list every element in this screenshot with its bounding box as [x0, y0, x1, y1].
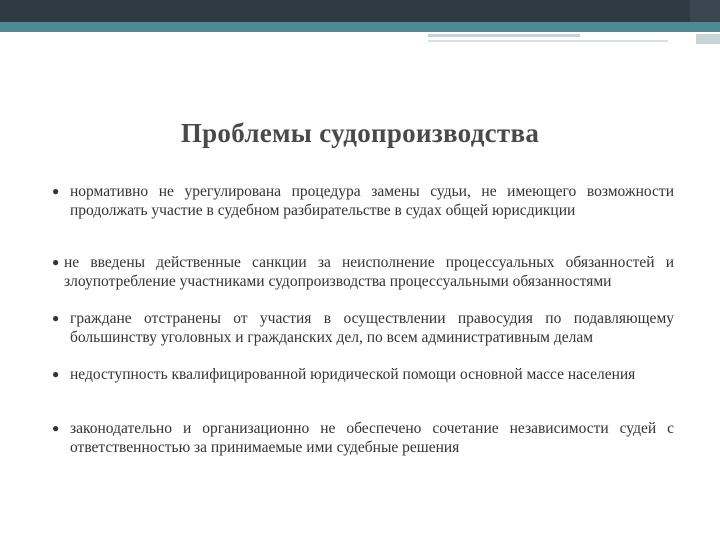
bullet-icon: ●: [52, 311, 60, 325]
header-deco-line: [428, 34, 580, 37]
header-band: [0, 0, 720, 52]
bullet-icon: ●: [52, 421, 60, 435]
bullet-item: [52, 253, 674, 291]
bullet-item: [52, 419, 674, 457]
slide-title: Проблемы судопроизводства: [180, 118, 540, 148]
bullet-item: [52, 365, 674, 384]
header-shade-block: [690, 0, 720, 22]
bullet-icon: ●: [52, 255, 60, 269]
bullet-icon: ●: [52, 184, 60, 198]
header-deco-block: [696, 34, 720, 44]
bullet-text: граждане отстранены от участия в осуществлении правосудия по подавляющему большинству уголовных и гражданских дел, по всем административным делам: [70, 310, 674, 346]
bullet-text: не введены действенные санкции за неисполнение процессуальных обязанностей и злоупотребление участниками судопроизводства процессуальными обязанностями: [64, 254, 674, 290]
bullet-item: [52, 182, 674, 220]
bullet-text: недоступность квалифицированной юридической помощи основной массе населения: [70, 366, 636, 383]
bullet-text: законодательно и организационно не обеспечено сочетание независимости судей с ответственностью за принимаемые ими судебные решения: [70, 420, 674, 456]
header-dark-strip: [0, 0, 720, 22]
header-deco-line: [428, 40, 668, 42]
bullet-icon: ●: [52, 367, 60, 381]
bullet-text: нормативно не урегулирована процедура замены судьи, не имеющего возможности продолжать участие в судебном разбирательстве в судах общей юрисдикции: [70, 183, 674, 219]
header-accent-strip: [0, 22, 720, 32]
bullet-item: [52, 309, 674, 347]
